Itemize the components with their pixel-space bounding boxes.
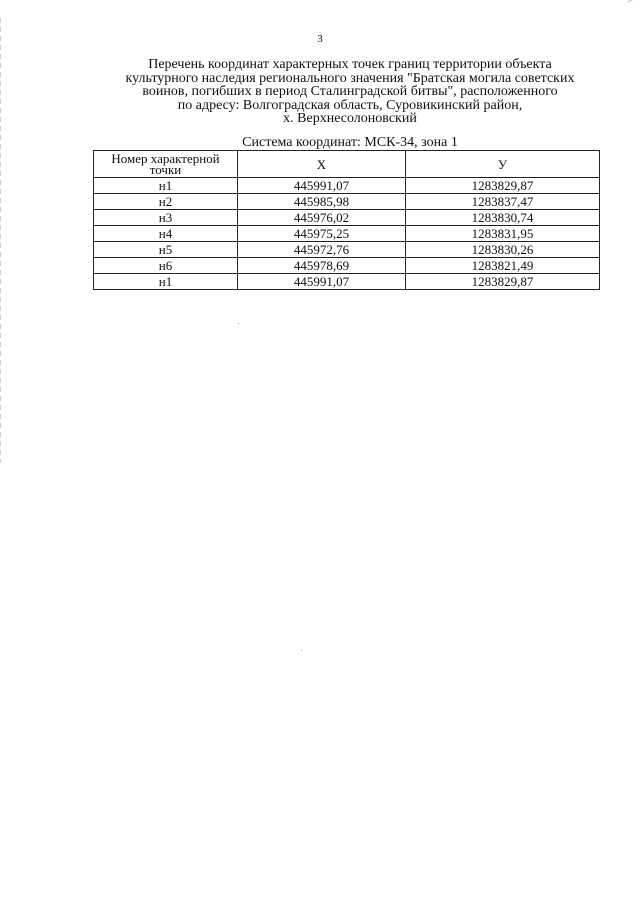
cell-x: 445975,25 bbox=[238, 226, 406, 242]
cell-point: н3 bbox=[94, 210, 238, 226]
heading-line-2: культурного наследия регионального значения "Братская могила советских bbox=[125, 70, 575, 86]
cell-point: н1 bbox=[94, 178, 238, 194]
header-point-number-label: Номер характерной точки bbox=[111, 151, 220, 177]
heading-line-5: х. Верхнесолоновский bbox=[283, 111, 417, 126]
page-number: 3 bbox=[317, 33, 323, 45]
cell-point: н1 bbox=[94, 274, 238, 290]
cell-y: 1283829,87 bbox=[406, 274, 600, 290]
heading-line-1: Перечень координат характерных точек границ территории объекта bbox=[148, 57, 552, 72]
cell-point: н4 bbox=[94, 226, 238, 242]
cell-x: 445991,07 bbox=[238, 274, 406, 290]
scan-speck bbox=[238, 323, 239, 324]
corner-scan-mark bbox=[627, 0, 634, 6]
cell-y: 1283830,74 bbox=[406, 210, 600, 226]
heading-line-4: по адресу: Волгоградская область, Суровикинский район, bbox=[177, 97, 523, 113]
table-row bbox=[94, 178, 600, 194]
cell-point: н5 bbox=[94, 242, 238, 258]
coordinate-system-caption: Система координат: МСК-34, зона 1 bbox=[242, 135, 458, 150]
scan-edge-artifact bbox=[0, 18, 1, 463]
cell-y: 1283821,49 bbox=[406, 258, 600, 274]
table-header-row bbox=[94, 151, 600, 178]
table-row bbox=[94, 194, 600, 210]
heading-line-3: воинов, погибших в период Сталинградской битвы", расположенного bbox=[142, 84, 558, 99]
cell-point: н6 bbox=[94, 258, 238, 274]
header-x: X bbox=[238, 151, 406, 178]
cell-x: 445978,69 bbox=[238, 258, 406, 274]
cell-x: 445976,02 bbox=[238, 210, 406, 226]
cell-x: 445985,98 bbox=[238, 194, 406, 210]
cell-y: 1283837,47 bbox=[406, 194, 600, 210]
scan-speck bbox=[301, 650, 302, 651]
cell-y: 1283829,87 bbox=[406, 178, 600, 194]
cell-y: 1283830,26 bbox=[406, 242, 600, 258]
table-row bbox=[94, 210, 600, 226]
header-y: У bbox=[406, 151, 600, 178]
table-row bbox=[94, 274, 600, 290]
document-heading bbox=[60, 58, 640, 126]
coordinates-table bbox=[93, 150, 600, 290]
cell-x: 445972,76 bbox=[238, 242, 406, 258]
cell-y: 1283831,95 bbox=[406, 226, 600, 242]
table-row bbox=[94, 226, 600, 242]
header-point-number bbox=[94, 151, 238, 178]
table-row bbox=[94, 258, 600, 274]
table-row bbox=[94, 242, 600, 258]
cell-point: н2 bbox=[94, 194, 238, 210]
cell-x: 445991,07 bbox=[238, 178, 406, 194]
